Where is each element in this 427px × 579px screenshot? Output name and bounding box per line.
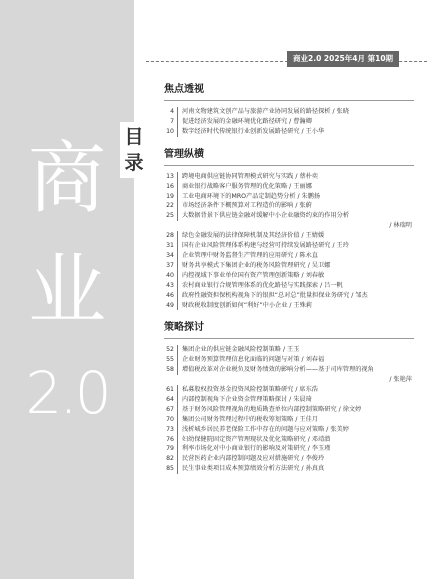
article-title: 利率市场化对中小商业银行的影响及对策研究 / 李玉瑾 [182, 445, 331, 453]
vertical-magazine-title [0, 134, 134, 427]
article-title: 民生事业类项目成本预算绩效分析方法研究 / 孙真真 [182, 465, 325, 473]
page-number: 85 [164, 464, 178, 474]
article-title: 大数据背景下供应链金融对缓解中小企业融资约束的作用分析 [182, 212, 350, 220]
page-number: 79 [164, 444, 178, 454]
page-number: 55 [164, 355, 178, 365]
section-title: 管理纵横 [164, 145, 414, 166]
article-title: 企业财务预算管理信息化面临的问题与对策 / 刘春福 [182, 356, 325, 364]
toc-entry[interactable] [164, 271, 414, 281]
vertical-title-version: 2.0 [25, 359, 109, 427]
toc-section-strategy [164, 318, 414, 474]
article-title: 妇幼保健院固定资产管理现状及优化策略研究 / 邓靖潜 [182, 435, 331, 443]
article-title: 集团公司财务管理过程中的税收筹划策略 / 王佳月 [182, 415, 318, 423]
page-number: 13 [164, 172, 178, 182]
article-title: 跨境电商供应链协同管理模式研究与实践 / 蔡朴奕 [182, 172, 318, 180]
article-title: 基于财务风险管理视角的地质勘查单位内部控制策略研究 / 徐文婷 [182, 405, 362, 413]
page-number: 64 [164, 395, 178, 405]
article-title: 企业管理中财务监督生产管理的应用研究 / 陈永直 [182, 251, 318, 259]
page-number: 4 [164, 107, 178, 117]
toc-entry[interactable] [164, 365, 414, 375]
article-title: 河南文物建筑文创产品与旅游产业协同发展的路径探析 / 张晓 [182, 108, 349, 115]
article-title: 市场经济条件下概预算对工程造价的影响 / 张蔚 [182, 202, 312, 210]
article-title: 内部控制视角下企业资金管理策略探讨 / 朱晨琦 [182, 395, 312, 403]
toc-entry[interactable] [164, 107, 414, 117]
toc-entry[interactable] [164, 345, 414, 355]
article-title: 私募股权投资基金投资风险控制策略研究 / 席东浩 [182, 386, 318, 394]
article-author: / 张艳萍 [389, 376, 412, 384]
article-title: 国有企业风险管理体系构建与经营可持续发展路径研究 / 王玲 [182, 242, 349, 250]
toc-entry[interactable] [164, 435, 414, 445]
contents-heading-char-2: 录 [124, 152, 144, 174]
article-title: 政府性融资担保机构视角下的银担“总对总”批量担保业务研究 / 邹杰 [182, 291, 368, 299]
toc-entry[interactable] [164, 201, 414, 211]
page-number: 19 [164, 192, 178, 202]
toc-entry[interactable] [164, 231, 414, 241]
toc-entry-author-continuation [164, 375, 414, 385]
page-number: 76 [164, 435, 178, 445]
toc-entry[interactable] [164, 172, 414, 182]
page-number: 37 [164, 261, 178, 271]
contents-heading-char-1: 目 [124, 126, 144, 148]
toc-entry[interactable] [164, 385, 414, 395]
toc-entry[interactable] [164, 464, 414, 474]
page-number: 40 [164, 271, 178, 281]
toc-entry[interactable] [164, 395, 414, 405]
page-number: 67 [164, 405, 178, 415]
article-title: 促进经济发展的金融环境优化路径研究 / 曹瀚卿 [182, 117, 312, 125]
page-number: 16 [164, 182, 178, 192]
toc-entry[interactable] [164, 251, 414, 261]
toc-entry[interactable] [164, 425, 414, 435]
page-number: 28 [164, 231, 178, 241]
toc-entry[interactable] [164, 127, 414, 137]
page-number: 61 [164, 385, 178, 395]
toc-entry[interactable] [164, 281, 414, 291]
article-title: 集团企业的供应链金融风险控制策略 / 王玉 [182, 346, 300, 354]
page-number: 73 [164, 425, 178, 435]
toc-entry[interactable] [164, 261, 414, 271]
toc-section-management [164, 145, 414, 311]
toc-section-focus [164, 80, 414, 137]
toc-entry[interactable] [164, 241, 414, 251]
page-number: 22 [164, 201, 178, 211]
toc-entry[interactable] [164, 211, 414, 221]
vertical-title-char-1: 商 [27, 134, 106, 224]
article-title: 民营医药企业内部控制问题及应对措施研究 / 李俊玲 [182, 455, 325, 463]
page-number: 34 [164, 251, 178, 261]
page-number: 31 [164, 241, 178, 251]
issue-label: 商业2.0 2025年4月 第10期 [287, 51, 399, 67]
toc-entry[interactable] [164, 415, 414, 425]
toc-entry[interactable] [164, 444, 414, 454]
article-title: 增值税改革对企业税负及财务绩效的影响分析——基于司库管理的视角 [182, 366, 374, 374]
vertical-title-char-2: 业 [27, 246, 106, 336]
article-title: 财务共享模式下集团企业的税务风险管理研究 / 吴卫娜 [182, 261, 331, 269]
page-number: 49 [164, 301, 178, 311]
table-of-contents [164, 72, 414, 480]
article-title: 商业银行战略客户服务管理的优化策略 / 王丽娜 [182, 182, 312, 190]
page-number: 58 [164, 365, 178, 375]
page-number: 7 [164, 117, 178, 127]
page-number: 46 [164, 291, 178, 301]
toc-entry[interactable] [164, 117, 414, 127]
page-number: 43 [164, 281, 178, 291]
section-title: 焦点透视 [164, 80, 414, 101]
section-title: 策略探讨 [164, 318, 414, 339]
toc-entry[interactable] [164, 355, 414, 365]
article-author: / 林瑞明 [389, 222, 412, 230]
page-number: 52 [164, 345, 178, 355]
article-title: 数字经济时代传统银行业创新发展路径研究 / 王小华 [182, 127, 325, 135]
toc-entry[interactable] [164, 301, 414, 311]
article-title: 浅析城乡居民养老保险工作中存在的问题与应对策略 / 张美婷 [182, 425, 349, 433]
article-title: 内控视域下事业单位国有资产管理创新策略 / 刘春敏 [182, 271, 325, 279]
page-number: 10 [164, 127, 178, 137]
toc-entry[interactable] [164, 192, 414, 202]
article-title: 工业电商环境下的MRO产品定制趋势分析 / 朱鹏扬 [182, 192, 321, 200]
page-number: 70 [164, 415, 178, 425]
toc-entry-author-continuation [164, 221, 414, 231]
article-title: 绿色金融发展的法律保障机制及其经济价值 / 王婧媛 [182, 232, 325, 240]
toc-entry[interactable] [164, 405, 414, 415]
article-title: 财政税收制度创新如何“利好”中小企业 / 王殊莉 [182, 301, 312, 309]
page-number: 25 [164, 211, 178, 221]
toc-entry[interactable] [164, 182, 414, 192]
contents-heading [120, 122, 148, 178]
page-number: 82 [164, 454, 178, 464]
toc-entry[interactable] [164, 291, 414, 301]
article-title: 农村商业银行合规管理体系的优化路径与实践探索 / 吕一帆 [182, 281, 343, 289]
toc-entry[interactable] [164, 454, 414, 464]
